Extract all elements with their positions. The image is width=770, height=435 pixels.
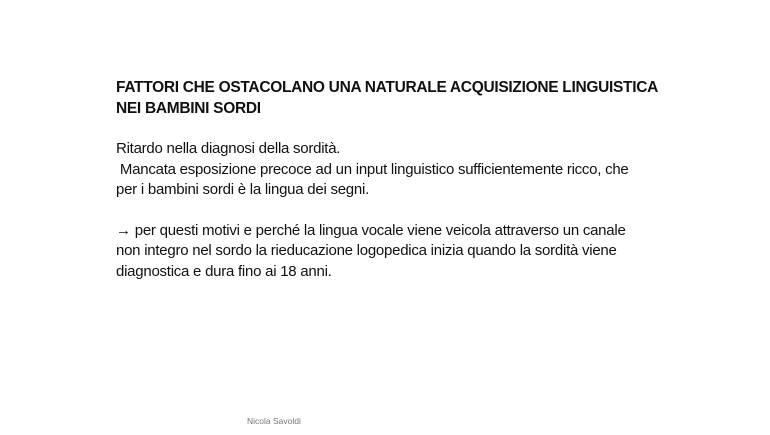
paragraph-2-line-3: diagnostica e dura fino ai 18 anni.: [116, 262, 332, 280]
slide-title: [116, 77, 676, 119]
arrow-right-icon: →: [116, 221, 131, 239]
paragraph-2-line-1-text: per questi motivi e perché la lingua vocale viene veicola attraverso un canale: [134, 221, 626, 239]
footer-author: Nicola Savoldi: [247, 416, 301, 426]
paragraph-1-line-3: per i bambini sordi è la lingua dei segni.: [116, 181, 369, 198]
paragraph-2-line-2: non integro nel sordo la rieducazione logopedica inizia quando la sordità viene: [116, 242, 617, 259]
paragraph-1: [116, 139, 676, 201]
title-line-2: NEI BAMBINI SORDI: [116, 100, 261, 117]
paragraph-2: [116, 221, 676, 283]
paragraph-1-line-2: Mancata esposizione precoce ad un input linguistico sufficientemente ricco, che: [116, 160, 629, 178]
paragraph-2-line-1: [116, 221, 676, 242]
title-line-1: FATTORI CHE OSTACOLANO UNA NATURALE ACQUISIZIONE LINGUISTICA: [116, 79, 658, 96]
spacer: [116, 119, 676, 139]
paragraph-1-line-1: Ritardo nella diagnosi della sordità.: [116, 140, 341, 157]
spacer: [116, 201, 676, 221]
slide-content: [116, 77, 676, 282]
